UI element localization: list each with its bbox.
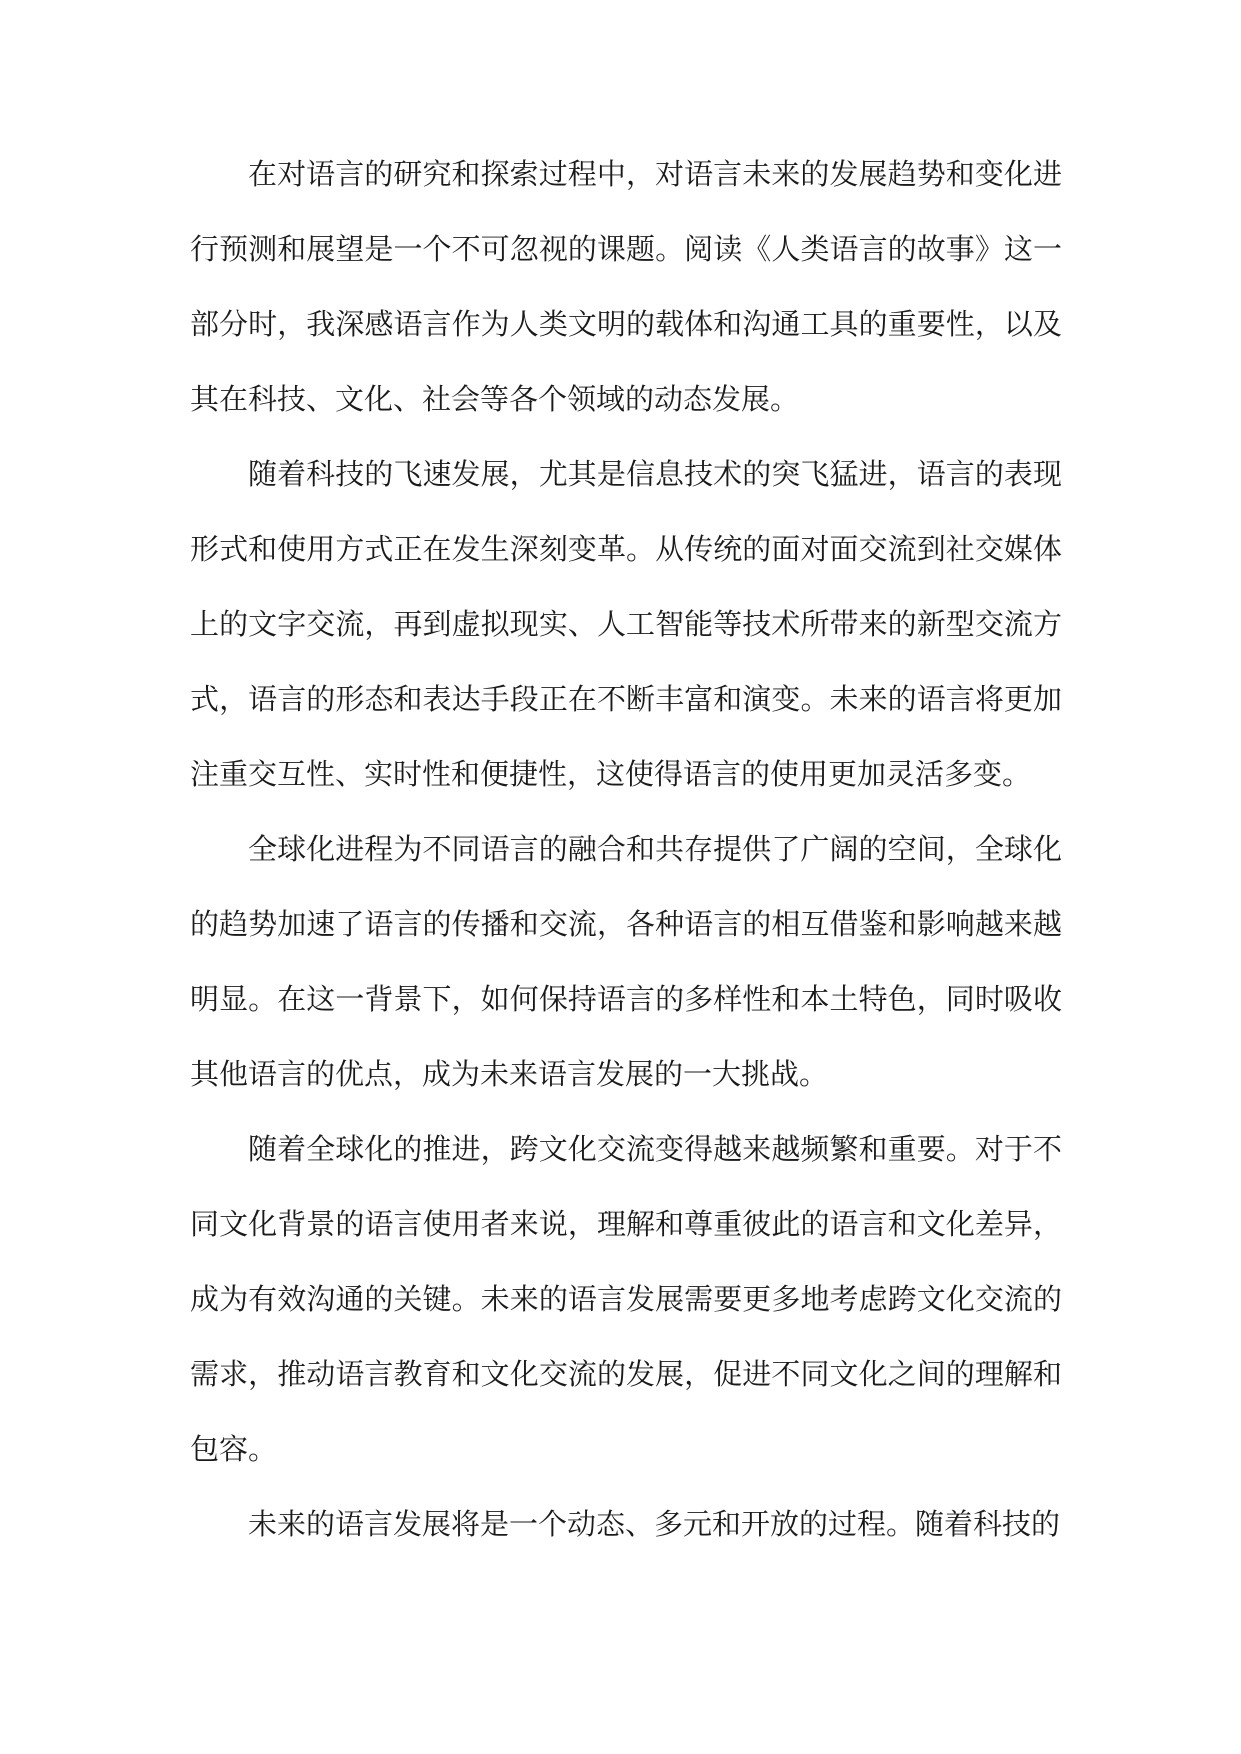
paragraph-1: 在对语言的研究和探索过程中，对语言未来的发展趋势和变化进行预测和展望是一个不可忽视的课题。阅读《人类语言的故事》这一部分时，我深感语言作为人类文明的载体和沟通工具的重要性，以及其在科技、文化、社会等各个领域的动态发展。 [190, 157, 1062, 416]
paragraph-4: 随着全球化的推进，跨文化交流变得越来越频繁和重要。对于不同文化背景的语言使用者来说，理解和尊重彼此的语言和文化差异，成为有效沟通的关键。未来的语言发展需要更多地考虑跨文化交流的需求，推动语言教育和文化交流的发展，促进不同文化之间的理解和包容。 [190, 1132, 1062, 1466]
paragraph-3: 全球化进程为不同语言的融合和共存提供了广阔的空间，全球化的趋势加速了语言的传播和交流，各种语言的相互借鉴和影响越来越明显。在这一背景下，如何保持语言的多样性和本土特色，同时吸收其他语言的优点，成为未来语言发展的一大挑战。 [190, 832, 1062, 1091]
paragraph-2: 随着科技的飞速发展，尤其是信息技术的突飞猛进，语言的表现形式和使用方式正在发生深刻变革。从传统的面对面交流到社交媒体上的文字交流，再到虚拟现实、人工智能等技术所带来的新型交流方式，语言的形态和表达手段正在不断丰富和演变。未来的语言将更加注重交互性、实时性和便捷性，这使得语言的使用更加灵活多变。 [190, 457, 1062, 791]
document-body [190, 137, 1062, 1562]
paragraph-5: 未来的语言发展将是一个动态、多元和开放的过程。随着科技的 [248, 1507, 1061, 1541]
